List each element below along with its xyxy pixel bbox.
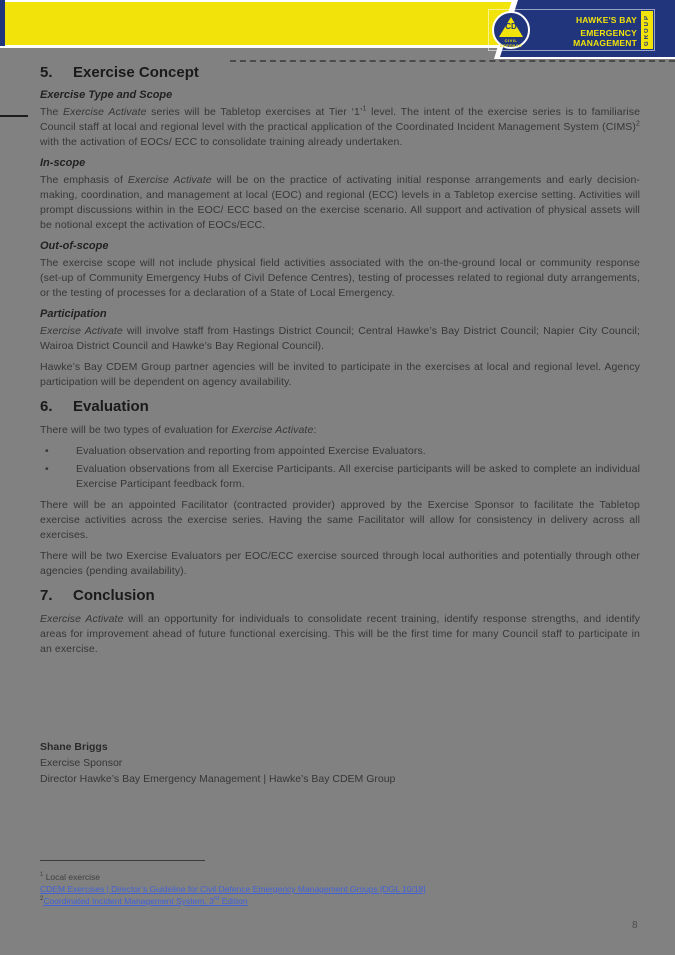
- header-left-sliver: [0, 0, 5, 46]
- section-title: Evaluation: [73, 398, 149, 415]
- list-item: [40, 444, 640, 459]
- group-label: GROUP: [644, 13, 650, 46]
- signatory-name: Shane Briggs: [40, 741, 108, 753]
- list-item: [40, 462, 640, 492]
- page-number: 8: [632, 920, 638, 931]
- header-yellow-band: [4, 2, 516, 45]
- paragraph-participation-2: Hawke’s Bay CDEM Group partner agencies will be invited to participate in the exercises at local and regional level. Agency participation will be dependent on agency availability.: [40, 361, 640, 388]
- civil-label: CIVIL: [504, 38, 518, 43]
- footnote-ref-1: 1: [362, 105, 367, 113]
- footnote-ref-2: 2: [636, 120, 640, 128]
- footnote-1-text: Local exercise: [43, 872, 101, 882]
- section-number: 5.: [40, 64, 53, 81]
- bullet-marker: •: [45, 463, 49, 475]
- defence-label: DEFENCE: [499, 43, 523, 48]
- footnote-1-link-line: [40, 883, 640, 895]
- subheading-in-scope: In-scope: [40, 157, 86, 169]
- paragraph-text: The Exercise Activate series will be Tabletop exercises at Tier ‘1’: [40, 106, 363, 118]
- page-edge-mark: [0, 115, 28, 117]
- paragraph-evaluation-intro: There will be two types of evaluation for Exercise Activate:: [40, 424, 317, 436]
- section-number: 7.: [40, 587, 53, 604]
- paragraph-conclusion: Exercise Activate will an opportunity for individuals to consolidate recent training, identify response strengths, and identify areas for improvement ahead of future functional exercising. This will be the first time for many Council staff to participate in an exercise.: [40, 613, 640, 655]
- footnote-1: [40, 871, 640, 883]
- paragraph-facilitator: There will be an appointed Facilitator (contracted provider) approved by the Exercise Sponsor to facilitate the Tabletop exercise activities across the exercise series. Having the same Facilitator will allow for consistency in delivery across all exercises.: [40, 499, 640, 541]
- paragraph-text: with the activation of EOCs/ ECC to consolidate training already undertaken.: [40, 136, 403, 148]
- group-strip: [641, 11, 653, 49]
- subheading-participation: Participation: [40, 308, 107, 320]
- section-heading-7: [40, 587, 640, 604]
- hbem-logo: [488, 9, 655, 51]
- footnote-1-marker: 1: [40, 872, 44, 879]
- paragraph-exercise-type-scope: [40, 105, 640, 150]
- paragraph-in-scope: The emphasis of Exercise Activate will be on the practice of activating initial response arrangements and early decision-making, coordination, and management at local (EOC) and regional (ECC) levels in a Tabletop exercise setting. Activities will prompt discussions within in the EOC/ ECC based on the exercise scenario. All support and activation of physical assets will be notional except the activation of EOCs/ECC.: [40, 174, 640, 231]
- footnote-separator: [40, 860, 205, 861]
- section-number: 6.: [40, 398, 53, 415]
- header-dashed-rule: [230, 60, 675, 62]
- brand-name-line1: HAWKE'S BAY: [575, 15, 637, 25]
- section-heading-6: [40, 398, 640, 415]
- bullet-text: Evaluation observation and reporting from appointed Exercise Evaluators.: [76, 445, 426, 457]
- section-title: Exercise Concept: [73, 64, 199, 81]
- subheading-exercise-type-scope: Exercise Type and Scope: [40, 89, 173, 101]
- evaluation-bullet-list: [40, 444, 640, 492]
- paragraph-participation-1: Exercise Activate will involve staff from Hastings District Council; Central Hawke’s Bay District Council; Napier City Council; Wairoa District Council and Hawke’s Bay Regional Council).: [40, 325, 640, 352]
- brand-name-line2: EMERGENCY MANAGEMENT: [573, 28, 637, 48]
- brand-name: [525, 15, 637, 48]
- section-title: Conclusion: [73, 587, 155, 604]
- signatory-title: Director Hawke’s Bay Emergency Management | Hawke’s Bay CDEM Group: [40, 773, 396, 785]
- cims-link[interactable]: [43, 896, 247, 906]
- footnote-2-marker: 2: [40, 896, 44, 903]
- ordinal-suffix: rd: [213, 896, 220, 903]
- section-heading-5: [40, 64, 640, 81]
- paragraph-evaluators: There will be two Exercise Evaluators per EOC/ECC exercise sourced through local authorities and potentially through other agencies (pending availability).: [40, 550, 640, 577]
- paragraph-text: level. The intent of the exercise series is to familiarise Council staff at local and regional level with the practical application of the Coordinated Incident Management System (CIMS): [40, 106, 641, 133]
- signatory-role: Exercise Sponsor: [40, 757, 123, 769]
- document-body: [40, 64, 640, 787]
- footnotes: [40, 860, 640, 907]
- footnote-2: [40, 895, 640, 907]
- dgl-guideline-link[interactable]: CDEM Exercises | Director’s Guideline for Civil Defence Emergency Management Groups [DGL 10/18]: [40, 884, 426, 894]
- signature-block: [40, 739, 640, 787]
- subheading-out-of-scope: Out-of-scope: [40, 240, 109, 252]
- link-text: Edition: [219, 896, 248, 906]
- bullet-marker: •: [45, 445, 49, 457]
- link-text: Coordinated Incident Management System, 3: [43, 896, 214, 906]
- paragraph-out-of-scope: The exercise scope will not include physical field activities associated with the on-the-ground local or community response (set-up of Community Emergency Hubs of Civil Defence Centres), testing of processes related to regional duty arrangements, or the testing of processes for a declaration of a State of Local Emergency.: [40, 257, 640, 299]
- cd-initials: CD: [505, 22, 517, 31]
- bullet-text: Evaluation observations from all Exercise Participants. All exercise participants will be asked to complete an individual Exercise Participant feedback form.: [76, 463, 640, 490]
